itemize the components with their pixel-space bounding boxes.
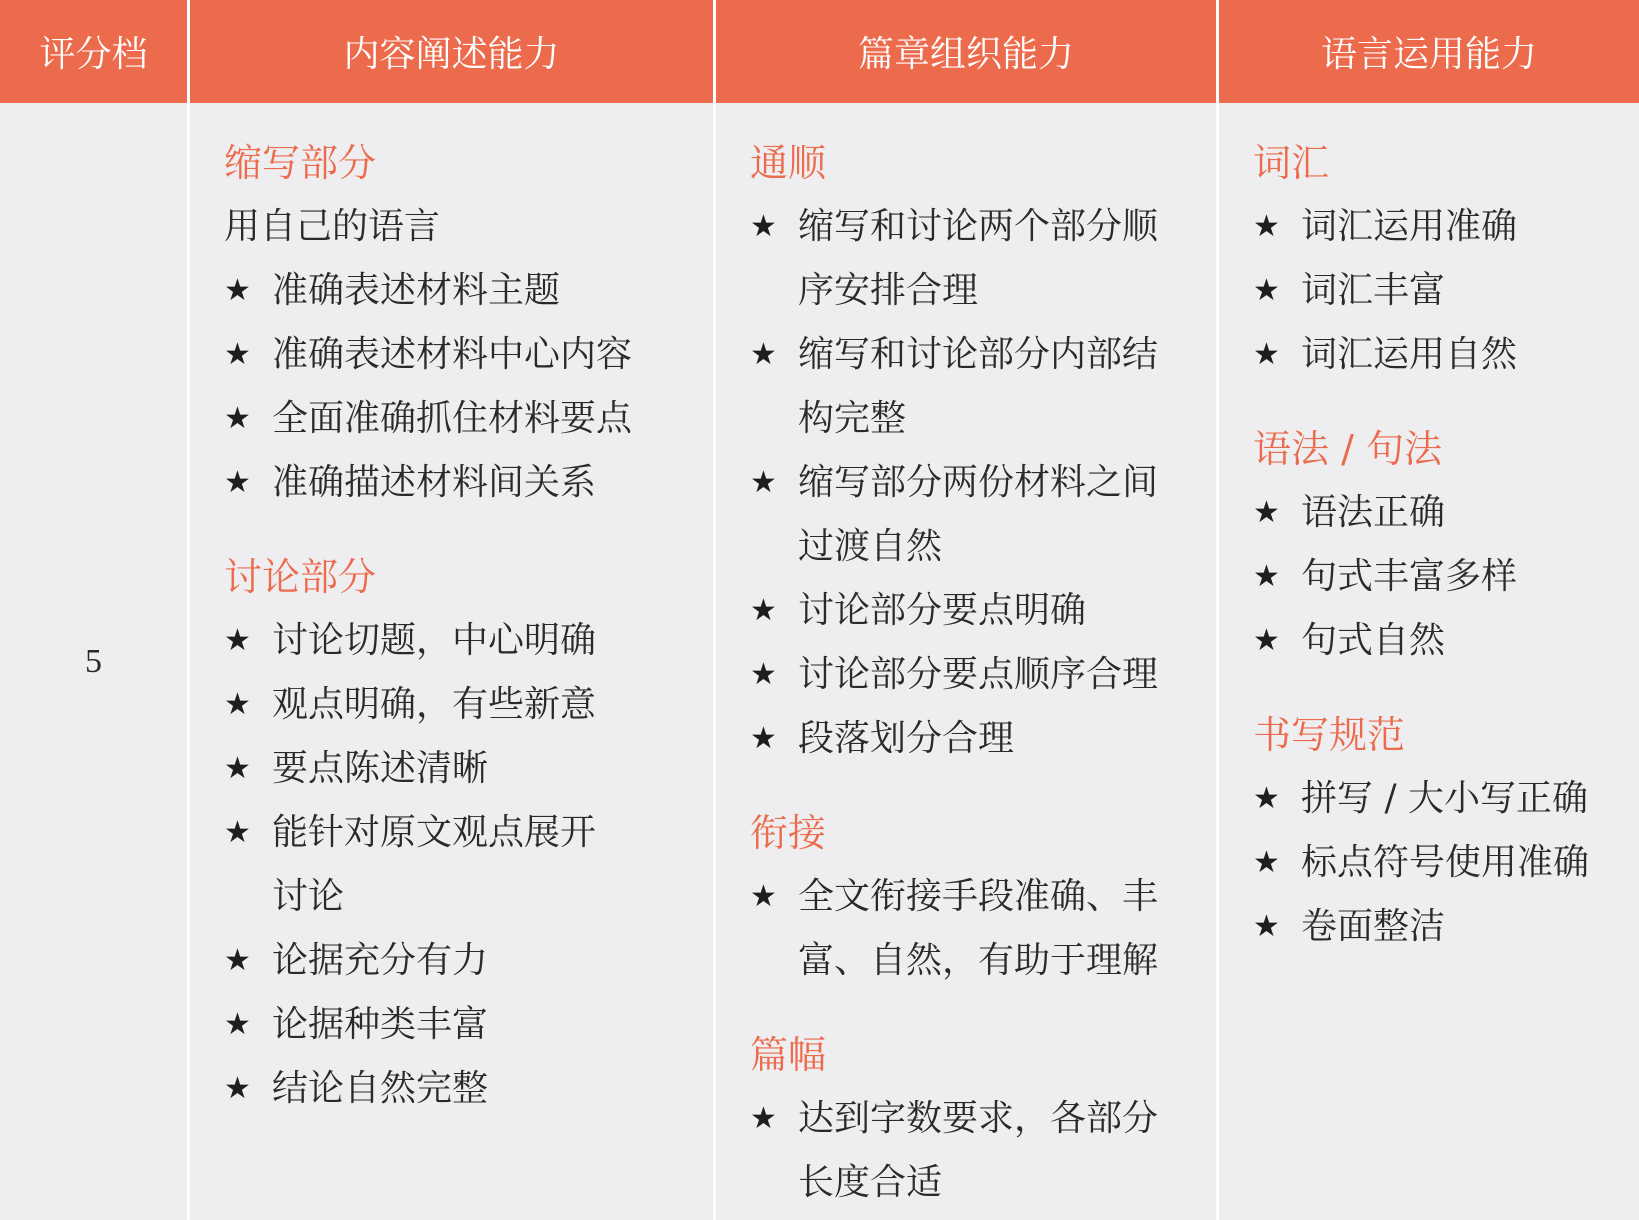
criterion-text: 能针对原文观点展开 讨论 — [272, 812, 597, 917]
section-title-summary: 缩写部分 — [224, 141, 377, 185]
star-icon: ★ — [224, 687, 251, 722]
star-icon: ★ — [1253, 337, 1280, 372]
section-title-discussion: 讨论部分 — [224, 555, 377, 599]
criterion-item — [1253, 895, 1639, 959]
star-icon: ★ — [224, 623, 251, 658]
header-content — [190, 0, 716, 103]
summary-intro: 用自己的语言 — [224, 206, 441, 247]
star-icon: ★ — [1253, 273, 1280, 308]
criterion-text: 观点明确，有些新意 — [272, 684, 597, 725]
header-score — [0, 0, 190, 103]
star-icon: ★ — [750, 721, 777, 756]
criterion-text: 句式丰富多样 — [1301, 556, 1518, 597]
criterion-text: 句式自然 — [1301, 620, 1446, 661]
star-icon: ★ — [750, 337, 777, 372]
criterion-text: 准确描述材料间关系 — [272, 462, 597, 503]
criterion-text: 要点陈述清晰 — [272, 748, 489, 789]
section-title-fluency: 通顺 — [750, 141, 827, 185]
criterion-text: 论据种类丰富 — [272, 1004, 489, 1045]
criterion-item — [750, 707, 1216, 771]
star-icon: ★ — [224, 465, 251, 500]
star-icon: ★ — [224, 1071, 251, 1106]
score-value: 5 — [85, 642, 102, 680]
criterion-text: 讨论部分要点明确 — [798, 590, 1087, 631]
criterion-text: 缩写和讨论两个部分顺 序安排合理 — [798, 206, 1159, 311]
criterion-text: 缩写和讨论部分内部结 构完整 — [798, 334, 1159, 439]
star-icon: ★ — [224, 815, 251, 850]
criterion-item — [224, 801, 713, 929]
star-icon: ★ — [224, 751, 251, 786]
criterion-item — [1253, 323, 1639, 387]
organization-cell — [716, 103, 1219, 1220]
criterion-text: 缩写部分两份材料之间 过渡自然 — [798, 462, 1159, 567]
criterion-item — [224, 673, 713, 737]
criterion-item — [750, 451, 1216, 579]
criterion-item — [224, 451, 713, 515]
criterion-text: 词汇丰富 — [1301, 270, 1446, 311]
content-cell — [190, 103, 716, 1220]
score-cell — [0, 103, 190, 1220]
language-cell — [1219, 103, 1639, 1220]
section-title-length: 篇幅 — [750, 1033, 827, 1077]
criterion-text: 拼写 / 大小写正确 — [1301, 778, 1589, 819]
criterion-text: 全面准确抓住材料要点 — [272, 398, 633, 439]
header-content-label: 内容阐述能力 — [343, 34, 560, 75]
criterion-text: 语法正确 — [1301, 492, 1446, 533]
header-organization — [716, 0, 1219, 103]
criterion-item — [750, 865, 1216, 993]
star-icon: ★ — [224, 337, 251, 372]
section-title-writing: 书写规范 — [1253, 713, 1406, 757]
star-icon: ★ — [1253, 495, 1280, 530]
criterion-item — [1253, 545, 1639, 609]
criterion-text: 卷面整洁 — [1301, 906, 1446, 947]
star-icon: ★ — [224, 943, 251, 978]
criterion-item — [224, 1057, 713, 1121]
criterion-item — [224, 929, 713, 993]
star-icon: ★ — [224, 273, 251, 308]
criterion-text: 准确表述材料中心内容 — [272, 334, 633, 375]
criterion-item — [750, 643, 1216, 707]
criterion-item — [750, 1087, 1216, 1215]
criterion-text: 论据充分有力 — [272, 940, 489, 981]
star-icon: ★ — [1253, 909, 1280, 944]
criterion-item — [1253, 767, 1639, 831]
star-icon: ★ — [1253, 845, 1280, 880]
criterion-text: 达到字数要求，各部分 长度合适 — [798, 1098, 1159, 1203]
criterion-item — [224, 993, 713, 1057]
star-icon: ★ — [750, 879, 777, 914]
criterion-item — [224, 323, 713, 387]
criterion-item — [224, 259, 713, 323]
criterion-text: 讨论切题，中心明确 — [272, 620, 597, 661]
criterion-text: 全文衔接手段准确、丰 富、自然，有助于理解 — [798, 876, 1159, 981]
criterion-item — [224, 387, 713, 451]
criterion-item — [750, 579, 1216, 643]
star-icon: ★ — [1253, 559, 1280, 594]
criterion-text: 讨论部分要点顺序合理 — [798, 654, 1159, 695]
criterion-item — [1253, 195, 1639, 259]
star-icon: ★ — [750, 593, 777, 628]
criterion-item — [1253, 259, 1639, 323]
criterion-text: 标点符号使用准确 — [1301, 842, 1590, 883]
section-title-vocabulary: 词汇 — [1253, 141, 1330, 185]
star-icon: ★ — [750, 1101, 777, 1136]
star-icon: ★ — [750, 465, 777, 500]
star-icon: ★ — [224, 401, 251, 436]
star-icon: ★ — [750, 657, 777, 692]
header-organization-label: 篇章组织能力 — [857, 34, 1074, 75]
criterion-item — [224, 609, 713, 673]
criterion-text: 段落划分合理 — [798, 718, 1015, 759]
header-language-label: 语言运用能力 — [1320, 34, 1537, 75]
section-title-grammar: 语法 / 句法 — [1253, 427, 1442, 471]
criterion-text: 词汇运用自然 — [1301, 334, 1518, 375]
criterion-item — [1253, 831, 1639, 895]
criterion-item — [750, 323, 1216, 451]
criterion-text: 词汇运用准确 — [1301, 206, 1518, 247]
section-title-cohesion: 衔接 — [750, 811, 827, 855]
criterion-item — [1253, 481, 1639, 545]
header-score-label: 评分档 — [39, 34, 148, 75]
criterion-text: 准确表述材料主题 — [272, 270, 561, 311]
criterion-item — [224, 737, 713, 801]
star-icon: ★ — [1253, 209, 1280, 244]
criterion-text: 结论自然完整 — [272, 1068, 489, 1109]
star-icon: ★ — [1253, 781, 1280, 816]
star-icon: ★ — [750, 209, 777, 244]
criterion-item — [750, 195, 1216, 323]
star-icon: ★ — [1253, 623, 1280, 658]
star-icon: ★ — [224, 1007, 251, 1042]
header-language — [1219, 0, 1639, 103]
criterion-item — [1253, 609, 1639, 673]
